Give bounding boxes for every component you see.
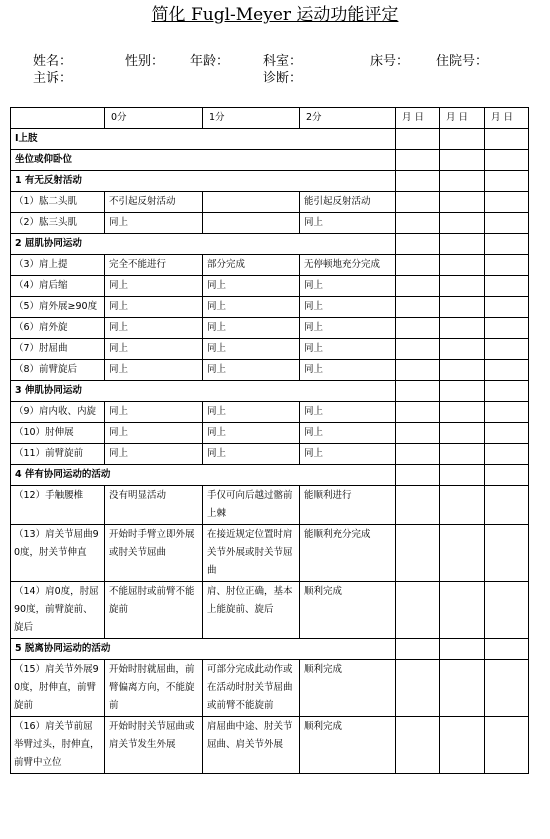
item-row — [11, 276, 529, 297]
item-label: （16）肩关节前屈举臂过头，肘伸直，前臂中立位 — [11, 717, 105, 774]
criterion-cell: 同上 — [105, 297, 203, 318]
score-date-cell — [396, 639, 440, 660]
score-date-cell — [440, 276, 485, 297]
header-cell: 0分 — [105, 108, 203, 129]
criterion-cell: 同上 — [105, 423, 203, 444]
header-cell: 月 日 — [396, 108, 440, 129]
criterion-cell: 没有明显活动 — [105, 486, 203, 525]
score-date-cell — [440, 171, 485, 192]
criterion-cell: 同上 — [300, 402, 396, 423]
item-label: （6）肩外旋 — [11, 318, 105, 339]
item-label: （15）肩关节外展90度，肘伸直，前臂旋前 — [11, 660, 105, 717]
item-label: （13）肩关节屈曲90度，肘关节伸直 — [11, 525, 105, 582]
criterion-cell: 肩屈曲中途、肘关节屈曲、肩关节外展 — [203, 717, 300, 774]
criterion-cell: 同上 — [203, 444, 300, 465]
score-date-cell — [396, 129, 440, 150]
section-row — [11, 639, 529, 660]
section-label: Ⅰ上肢 — [11, 129, 396, 150]
score-date-cell — [440, 423, 485, 444]
header-cell — [11, 108, 105, 129]
score-date-cell — [396, 192, 440, 213]
criterion-cell: 同上 — [203, 360, 300, 381]
criterion-cell: 同上 — [300, 360, 396, 381]
score-date-cell — [485, 717, 529, 774]
score-date-cell — [396, 150, 440, 171]
item-row — [11, 339, 529, 360]
criterion-cell: 同上 — [105, 213, 203, 234]
score-date-cell — [396, 234, 440, 255]
criterion-cell — [203, 213, 300, 234]
criterion-cell: 同上 — [105, 318, 203, 339]
score-date-cell — [396, 213, 440, 234]
criterion-cell: 同上 — [203, 339, 300, 360]
score-date-cell — [440, 297, 485, 318]
item-row — [11, 192, 529, 213]
score-date-cell — [485, 402, 529, 423]
item-row — [11, 525, 529, 582]
score-date-cell — [440, 525, 485, 582]
criterion-cell — [203, 192, 300, 213]
name-label: 姓名： — [33, 54, 73, 69]
criterion-cell: 开始时手臂立即外展或肘关节屈曲 — [105, 525, 203, 582]
header-cell: 月 日 — [485, 108, 529, 129]
section-label: 2 屈肌协同运动 — [11, 234, 396, 255]
score-date-cell — [440, 582, 485, 639]
criterion-cell: 同上 — [300, 444, 396, 465]
criterion-cell: 同上 — [300, 318, 396, 339]
section-row — [11, 150, 529, 171]
item-row — [11, 444, 529, 465]
criterion-cell: 顺利完成 — [300, 660, 396, 717]
score-date-cell — [396, 660, 440, 717]
criterion-cell: 能顺利充分完成 — [300, 525, 396, 582]
score-date-cell — [440, 444, 485, 465]
section-row — [11, 465, 529, 486]
score-date-cell — [396, 423, 440, 444]
criterion-cell: 同上 — [203, 402, 300, 423]
item-label: （8）前臂旋后 — [11, 360, 105, 381]
criterion-cell: 同上 — [105, 402, 203, 423]
item-label: （12）手触腰椎 — [11, 486, 105, 525]
item-label: （9）肩内收、内旋 — [11, 402, 105, 423]
fugl-meyer-table — [10, 107, 529, 774]
header-cell: 月 日 — [440, 108, 485, 129]
section-row — [11, 381, 529, 402]
criterion-cell: 同上 — [300, 297, 396, 318]
score-date-cell — [440, 717, 485, 774]
item-label: （5）肩外展≥90度 — [11, 297, 105, 318]
score-date-cell — [440, 639, 485, 660]
criterion-cell: 不能屈肘或前臂不能旋前 — [105, 582, 203, 639]
criterion-cell: 开始时肘就屈曲，前臂偏离方向，不能旋前 — [105, 660, 203, 717]
score-date-cell — [396, 381, 440, 402]
sex-label: 性别： — [125, 54, 165, 69]
page-title: 简化 Fugl-Meyer 运动功能评定 — [151, 5, 399, 25]
criterion-cell: 手仅可向后越过髂前上棘 — [203, 486, 300, 525]
criterion-cell: 可部分完成此动作或在活动时肘关节屈曲或前臂不能旋前 — [203, 660, 300, 717]
criterion-cell: 同上 — [203, 297, 300, 318]
score-date-cell — [440, 234, 485, 255]
criterion-cell: 同上 — [300, 213, 396, 234]
criterion-cell: 能引起反射活动 — [300, 192, 396, 213]
section-row — [11, 171, 529, 192]
section-row — [11, 129, 529, 150]
score-date-cell — [485, 129, 529, 150]
criterion-cell: 同上 — [203, 423, 300, 444]
score-date-cell — [485, 360, 529, 381]
score-date-cell — [396, 171, 440, 192]
score-date-cell — [485, 234, 529, 255]
score-date-cell — [396, 297, 440, 318]
criterion-cell: 同上 — [203, 318, 300, 339]
score-date-cell — [440, 486, 485, 525]
diagnosis-label: 诊断： — [263, 71, 303, 86]
bed-label: 床号： — [370, 54, 410, 69]
criterion-cell: 顺利完成 — [300, 582, 396, 639]
item-row — [11, 660, 529, 717]
criterion-cell: 开始时肘关节屈曲或肩关节发生外展 — [105, 717, 203, 774]
score-date-cell — [440, 339, 485, 360]
score-date-cell — [485, 639, 529, 660]
criterion-cell: 不引起反射活动 — [105, 192, 203, 213]
score-date-cell — [485, 297, 529, 318]
score-date-cell — [485, 171, 529, 192]
score-date-cell — [440, 150, 485, 171]
score-date-cell — [440, 129, 485, 150]
score-date-cell — [396, 486, 440, 525]
item-label: （1）肱二头肌 — [11, 192, 105, 213]
criterion-cell: 在接近规定位置时肩关节外展或肘关节屈曲 — [203, 525, 300, 582]
section-label: 1 有无反射活动 — [11, 171, 396, 192]
score-date-cell — [396, 318, 440, 339]
criterion-cell: 肩、肘位正确，基本上能旋前、旋后 — [203, 582, 300, 639]
score-date-cell — [440, 255, 485, 276]
score-date-cell — [396, 402, 440, 423]
section-label: 坐位或仰卧位 — [11, 150, 396, 171]
header-cell: 1分 — [203, 108, 300, 129]
score-date-cell — [396, 582, 440, 639]
score-date-cell — [440, 360, 485, 381]
score-date-cell — [396, 465, 440, 486]
item-row — [11, 717, 529, 774]
score-date-cell — [440, 318, 485, 339]
header-cell: 2分 — [300, 108, 396, 129]
item-row — [11, 423, 529, 444]
score-date-cell — [440, 381, 485, 402]
score-date-cell — [485, 255, 529, 276]
score-date-cell — [396, 717, 440, 774]
item-row — [11, 402, 529, 423]
score-date-cell — [485, 525, 529, 582]
score-date-cell — [485, 660, 529, 717]
item-row — [11, 318, 529, 339]
score-date-cell — [485, 339, 529, 360]
criterion-cell: 同上 — [300, 339, 396, 360]
criterion-cell: 同上 — [203, 276, 300, 297]
item-label: （2）肱三头肌 — [11, 213, 105, 234]
criterion-cell: 无停顿地充分完成 — [300, 255, 396, 276]
complaint-label: 主诉： — [33, 71, 73, 86]
item-row — [11, 486, 529, 525]
criterion-cell: 同上 — [105, 360, 203, 381]
score-date-cell — [396, 525, 440, 582]
section-label: 5 脱离协同运动的活动 — [11, 639, 396, 660]
score-date-cell — [485, 276, 529, 297]
criterion-cell: 顺利完成 — [300, 717, 396, 774]
item-label: （14）肩0度，肘屈90度，前臂旋前、旋后 — [11, 582, 105, 639]
criterion-cell: 同上 — [300, 423, 396, 444]
criterion-cell: 同上 — [105, 444, 203, 465]
hospital-number-label: 住院号： — [436, 54, 489, 69]
item-label: （3）肩上提 — [11, 255, 105, 276]
item-label: （11）前臂旋前 — [11, 444, 105, 465]
score-date-cell — [485, 381, 529, 402]
section-row — [11, 234, 529, 255]
score-date-cell — [485, 213, 529, 234]
criterion-cell: 同上 — [300, 276, 396, 297]
item-row — [11, 582, 529, 639]
score-date-cell — [396, 360, 440, 381]
item-row — [11, 297, 529, 318]
item-row — [11, 360, 529, 381]
score-date-cell — [396, 339, 440, 360]
score-date-cell — [485, 192, 529, 213]
score-date-cell — [485, 465, 529, 486]
criterion-cell: 同上 — [105, 276, 203, 297]
item-row — [11, 213, 529, 234]
age-label: 年龄： — [190, 54, 230, 69]
score-date-cell — [396, 444, 440, 465]
item-row — [11, 255, 529, 276]
section-label: 4 伴有协同运动的活动 — [11, 465, 396, 486]
score-date-cell — [485, 150, 529, 171]
criterion-cell: 部分完成 — [203, 255, 300, 276]
score-date-cell — [485, 318, 529, 339]
score-date-cell — [485, 444, 529, 465]
item-label: （10）肘伸展 — [11, 423, 105, 444]
item-label: （7）肘屈曲 — [11, 339, 105, 360]
score-date-cell — [440, 660, 485, 717]
criterion-cell: 能顺利进行 — [300, 486, 396, 525]
criterion-cell: 同上 — [105, 339, 203, 360]
score-date-cell — [440, 213, 485, 234]
item-label: （4）肩后缩 — [11, 276, 105, 297]
score-date-cell — [485, 582, 529, 639]
score-date-cell — [485, 423, 529, 444]
score-date-cell — [440, 465, 485, 486]
score-date-cell — [440, 192, 485, 213]
score-date-cell — [485, 486, 529, 525]
dept-label: 科室： — [263, 54, 303, 69]
score-date-cell — [440, 402, 485, 423]
score-date-cell — [396, 276, 440, 297]
section-label: 3 伸肌协同运动 — [11, 381, 396, 402]
score-date-cell — [396, 255, 440, 276]
header-row — [11, 108, 529, 129]
criterion-cell: 完全不能进行 — [105, 255, 203, 276]
